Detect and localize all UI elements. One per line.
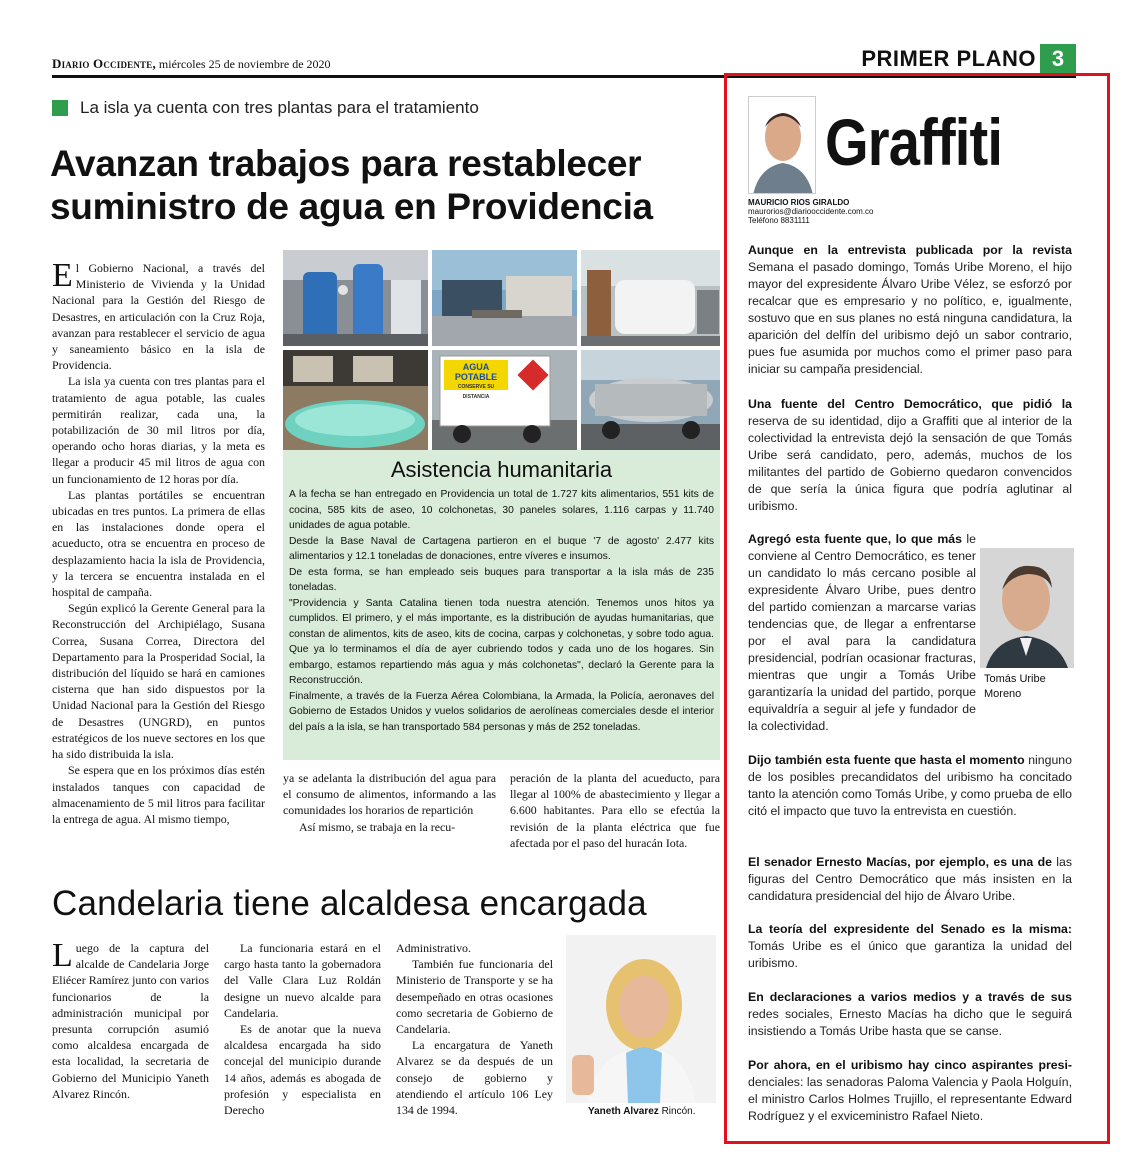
article2-paragraph: También fue funcionaria del Ministerio de Transporte y se ha desempeñado en otras ocasiones como secretaria de Gobierno de Candelaria. — [396, 957, 553, 1037]
author-phone: Teléfono 8831111 — [748, 216, 810, 225]
section-title: PRIMER PLANO — [861, 46, 1036, 71]
author-photo — [748, 96, 816, 194]
truck-sign: AGUA POTABLE CONSERVE SU DISTANCIA — [454, 362, 498, 400]
author-name: MAURICIO RIOS GIRALDO — [748, 198, 850, 207]
photo-water-plant-equipment — [283, 250, 428, 346]
photo-tanks — [581, 250, 720, 346]
photo-yaneth-alvarez-image — [566, 935, 716, 1103]
author-email: maurorios@diariooccidente.com.co — [748, 207, 874, 216]
article1-column-2 — [283, 770, 496, 835]
headline-line-2: suministro de agua en Providencia — [50, 186, 653, 227]
photo-tank-open — [283, 350, 428, 450]
author-info — [748, 198, 874, 225]
article2-paragraph: La encargatura de Yaneth Alvarez se da después de un consejo de gobierno y atendiendo el artículo 106 Ley 134 de 1994. — [396, 1038, 553, 1118]
photo-yaneth-alvarez — [566, 935, 716, 1103]
article2-column-1 — [52, 937, 209, 1102]
box-title: Asistencia humanitaria — [390, 457, 613, 482]
graffiti-paragraph-3: Agregó esta fuente que, lo que más le conviene al Centro Democrático, es tener un candidato lo más cercano posible al expresidente Álvaro Uribe, pues dentro del partido comienzan a marcarse varias tendencias que, de llegar a enfrentarse por el aval para la candidatura presidencial, podrían ocasionar fracturas, mientras que ungir a Tomás Uribe garantizaría la unidad del partido, porque equivaldría a seguir al jefe y fundador de la colectividad. — [748, 532, 976, 733]
author-photo-image — [749, 97, 816, 194]
photo-tank-open-image — [283, 350, 428, 450]
article2-paragraph: La funcionaria estará en el cargo hasta tanto la gobernadora del Valle Clara Luz Roldán designe un nuevo alcalde para Candelaria. — [224, 941, 381, 1020]
graffiti-paragraph-8: Por ahora, en el uribismo hay cinco aspirantes presi- denciales: las senadoras Paloma Valencia y Paola Holguín, el ministro Carlos Holmes Trujillo, el representante Edward Rodríguez y el exviceministro Rafael Nieto. — [748, 1058, 1072, 1123]
box-paragraph: Desde la Base Naval de Cartagena partieron en el buque '7 de agosto' 2.477 kits alimentarios y 12.1 toneladas de donaciones, entre víveres e insumos. — [289, 535, 714, 562]
box-paragraph: Finalmente, a través de la Fuerza Aérea Colombiana, la Armada, la Policía, aeronaves del Gobierno de Estados Unidos y vuelos solidarios de aerolíneas comerciales desde el interior del país a la isla, se han transportado 584 personas y más de 252 toneladas. — [289, 690, 714, 733]
article1-column-1 — [52, 257, 265, 827]
tomas-uribe-photo — [980, 548, 1074, 668]
photo-tanker-truck-image — [581, 350, 720, 450]
article2-paragraph: Es de anotar que la nueva alcaldesa encargada ha sido concejal del municipio durande 14 años, además es abogada de profesión y especialista en Derecho — [224, 1022, 381, 1118]
graffiti-paragraph-1: Aunque en la entrevista publicada por la revista Semana el pasado domingo, Tomás Uribe Moreno, el hijo mayor del expresidente Álvaro Uribe Vélez, se esforzó por recalcar que es empresario y no político, e, igualmente, sostuvo que en sus planes no está ninguna candidatura, la aparición del delfín del uribismo dejó un sabor contrario, pues fue asumida por muchos como el primer paso para iniciar su campaña presidencial. — [748, 243, 1072, 376]
paper-date: miércoles 25 de noviembre de 2020 — [158, 57, 331, 71]
article1-paragraph: La isla ya cuenta con tres plantas para el tratamiento de agua potable, las cuales permitirán realizar, cada una, la potabilización de 30 mil litros por día, operando ocho horas diarias, y la meta es llegar a producir 45 mil litros de agua con un funcionamiento de 12 horas por día. — [52, 374, 265, 486]
article1-column-3 — [510, 770, 720, 851]
kicker-square-icon — [52, 100, 68, 116]
dropcap: E — [52, 257, 73, 294]
photo-collage — [283, 250, 720, 450]
photo-tanks-image — [581, 250, 720, 346]
article1-paragraph: Según explicó la Gerente General para la Reconstrucción del Archipiélago, Susana Correa, Susana Correa, Directora del Departamento para la Prosperidad Social, la distribución del líquido se hará en camiones cisterna que han sido dispuestos por la Unidad Nacional para la Gestión del Riesgo de Desastres (UNGRD), en puntos estratégicos de los nueve sectores en los que ha sido distribuida la isla. — [52, 601, 265, 762]
article1-paragraph: Las plantas portátiles se encuentran ubicadas en tres puntos. La primera de ellas en las instalaciones donde opera el acueducto, otra se encuentra en proceso de desplazamiento hacia la isla de Providencia, y la tercera se encuentra instalada en el hospital de campaña. — [52, 487, 265, 600]
paper-dateline — [52, 56, 331, 72]
article1-paragraph: ya se adelanta la distribución del agua para el consumo de alimentos, informando a las comunidades los horarios de repartición — [283, 771, 496, 818]
photo-water-truck — [432, 350, 577, 450]
photo-water-storage — [432, 250, 577, 346]
photo-water-storage-image — [432, 250, 577, 346]
paper-name: Diario Occidente, — [52, 56, 156, 71]
graffiti-paragraph-6: La teoría del expresidente del Senado es la misma: Tomás Uribe es el único que garantiza la unidad del uribismo. — [748, 922, 1072, 970]
article1-paragraph: El Gobierno Nacional, a través del Ministerio de Vivienda y la Unidad Nacional para la Gestión del Riesgo de Desastres, en articulación con la Cruz Roja, avanzan para restablecer el servicio de agua y saneamiento básico en la isla de Providencia. — [52, 257, 265, 373]
headline-line-1: Avanzan trabajos para restablecer — [50, 143, 642, 184]
article2-column-3 — [396, 940, 553, 1118]
article2-headline: Candelaria tiene alcaldesa encargada — [52, 884, 647, 923]
graffiti-title: Graffiti — [825, 105, 1003, 179]
box-paragraph: A la fecha se han entregado en Providencia un total de 1.727 kits alimentarios, 551 kits de cocina, 585 kits de aseo, 10 colchonetas, 30 paneles solares, 1.116 carpas y 11.740 unidades de agua potable. — [289, 489, 714, 531]
article2-paragraph: Luego de la captura del alcalde de Candelaria Jorge Eliécer Ramírez junto con varios funcionarios de la administración municipal por presunta corrupción asumió como alcaldesa encargada de esta localidad, la secretaria de Gobierno del Municipio Yaneth Alvarez Rincón. — [52, 937, 209, 1101]
dropcap: L — [52, 937, 73, 974]
photo-caption-yaneth: Yaneth Alvarez Rincón. — [588, 1106, 696, 1117]
article-headline — [50, 142, 720, 228]
graffiti-paragraph-7: En declaraciones a varios medios y a través de sus redes sociales, Ernesto Macías ha dicho que le seguirá insistiendo a Tomás Uribe hasta que se canse. — [748, 990, 1072, 1038]
tomas-uribe-caption: Tomás Uribe Moreno — [984, 673, 1046, 700]
graffiti-paragraph-5: El senador Ernesto Macías, por ejemplo, es una de las figuras del Centro Democrático que más insisten en la candidatura presidencial del hijo de Álvaro Uribe. — [748, 855, 1072, 903]
humanitarian-aid-box — [283, 450, 720, 760]
page-number: 3 — [1040, 44, 1076, 74]
article2-paragraph: Administrativo. — [396, 941, 471, 955]
tomas-uribe-photo-image — [980, 548, 1074, 668]
article1-paragraph: peración de la planta del acueducto, para llegar al 100% de abastecimiento y llegar a 6.600 habitantes. Para ello se efectúa la revisión de la planta eléctrica que fue afectada por el paso del huracán Iota. — [510, 771, 720, 850]
article1-paragraph: Se espera que en los próximos días estén instalados tanques con capacidad de almacenamiento de 5 mil litros para facilitar la entrega de agua. Al mismo tiempo, — [52, 763, 265, 826]
box-paragraph: De esta forma, se han empleado seis buques para transportar a la isla más de 235 toneladas. — [289, 566, 714, 593]
kicker-text: La isla ya cuenta con tres plantas para el tratamiento — [80, 98, 479, 117]
article-kicker — [52, 98, 479, 118]
article1-paragraph: Así mismo, se trabaja en la recu- — [299, 819, 456, 834]
article2-column-2 — [224, 940, 381, 1118]
graffiti-paragraph-2: Una fuente del Centro Democrático, que pidió la reserva de su identidad, dijo a Graffiti que al interior de la colectividad la entrevista dejó la sensación de que Tomás Uribe será candidato, pero, además, muchos de los militantes del partido de Gobierno quedaron convencidos de que sería la única figura que podría aglutinar al uribismo. — [748, 397, 1072, 513]
photo-water-plant-equipment-image — [283, 250, 428, 346]
box-paragraph: "Providencia y Santa Catalina tienen toda nuestra atención. Tenemos unos hitos ya cumplidos. El primero, y el más importante, es la distribución de ayudas humanitarias, que constan de alimentos, kits de aseo, kits de cocina, carpas y colchonetas, y sobre todo agua. Que ya lo terminamos el día de ayer cubriendo todos y cada uno de los hogares. Sin embargo, estamos repartiendo más agua y más colchonetas", declaró la Gerente para la Reconstrucción. — [289, 597, 714, 686]
photo-tanker-truck — [581, 350, 720, 450]
graffiti-paragraph-4: Dijo también esta fuente que hasta el momento ninguno de los posibles precandidatos del uribismo ha concitado tanto la atención como Tomás Uribe, y como prueba de ello citó el impacto que tuvo la entrevista en cuestión. — [748, 753, 1072, 818]
